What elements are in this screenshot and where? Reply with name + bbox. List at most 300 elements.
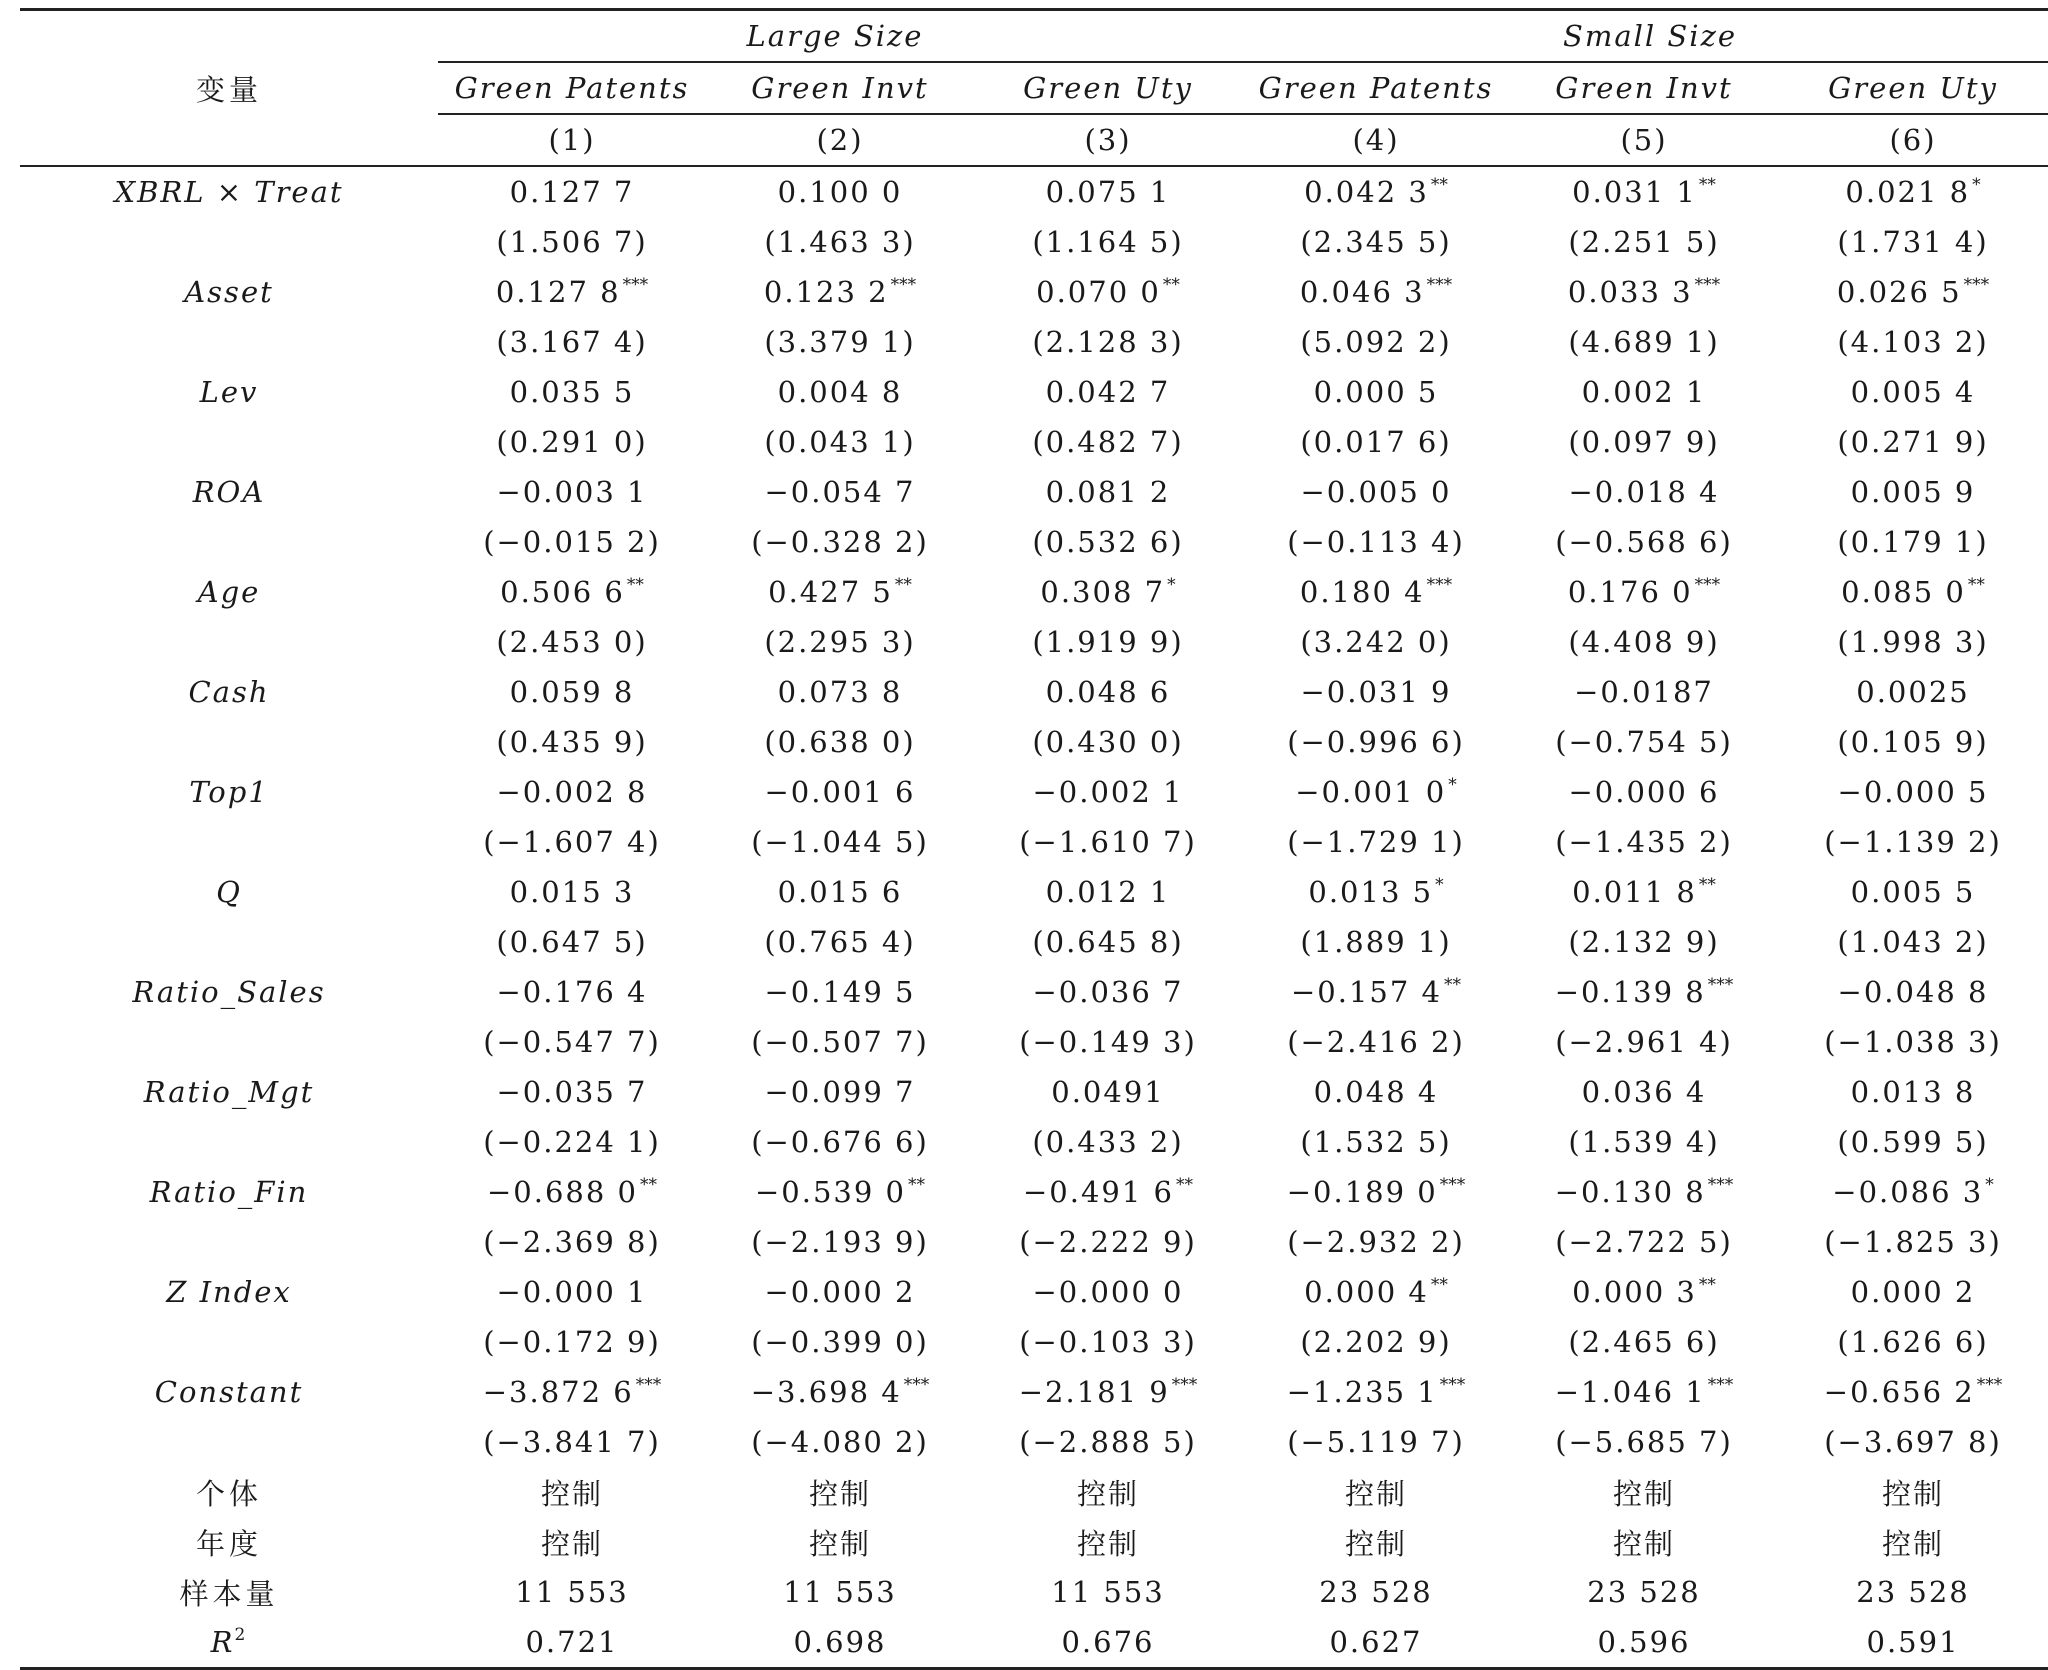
coefficient-cell <box>1778 1067 2048 1117</box>
t-stat-cell: (4.689 1) <box>1568 325 1720 359</box>
column-number: (6) <box>1778 115 2048 167</box>
coefficient-cell <box>438 867 706 917</box>
t-stat-cell: (0.430 0) <box>1032 725 1184 759</box>
control-value: 控制 <box>808 1476 871 1511</box>
t-stat-cell: (1.998 3) <box>1837 625 1989 659</box>
t-stat-cell: (−1.044 5) <box>751 825 929 859</box>
column-header: Green Uty <box>974 63 1242 115</box>
coefficient-cell <box>706 767 974 817</box>
coefficient-cell <box>974 367 1242 417</box>
coefficient-value: −0.002 8 <box>496 775 648 809</box>
t-stat-row <box>20 817 2048 867</box>
t-stat-cell: (0.097 9) <box>1568 425 1720 459</box>
t-stat-row <box>20 1017 2048 1067</box>
t-stat-cell: (3.167 4) <box>496 325 648 359</box>
coefficient-value: −0.099 7 <box>764 1075 916 1109</box>
coefficient-cell <box>1778 367 2048 417</box>
coefficient-value: 0.427 5 <box>768 575 893 609</box>
significance-stars: ** <box>626 575 644 595</box>
significance-stars: *** <box>1976 1375 2003 1395</box>
t-stat-cell: (−2.222 9) <box>1019 1225 1197 1259</box>
t-stat-cell: (1.164 5) <box>1032 225 1184 259</box>
t-stat-cell: (−0.676 6) <box>751 1125 929 1159</box>
t-stat-row <box>20 417 2048 467</box>
coefficient-cell <box>1242 467 1510 517</box>
significance-stars: ** <box>1698 875 1716 895</box>
coefficient-value: 0.035 5 <box>509 375 635 409</box>
t-stat-cell: (−0.328 2) <box>751 525 929 559</box>
sample-size-value: 11 553 <box>515 1575 629 1609</box>
control-value: 控制 <box>808 1526 871 1561</box>
coefficient-cell <box>1778 667 2048 717</box>
t-stat-cell: (1.731 4) <box>1837 225 1989 259</box>
t-stat-cell: (2.251 5) <box>1568 225 1720 259</box>
coefficient-cell <box>974 1167 1242 1217</box>
coefficient-cell <box>1778 1267 2048 1317</box>
coefficient-value: 0.127 7 <box>509 175 635 209</box>
coefficient-value: 0.011 8 <box>1572 875 1697 909</box>
t-stat-cell: (1.506 7) <box>496 225 648 259</box>
t-stat-cell: (4.408 9) <box>1568 625 1720 659</box>
t-stat-cell: (−0.172 9) <box>483 1325 661 1359</box>
coefficient-cell <box>706 1267 974 1317</box>
coefficient-value: −0.491 6 <box>1023 1175 1174 1209</box>
t-stat-cell: (3.379 1) <box>764 325 916 359</box>
coefficient-value: 0.005 9 <box>1850 475 1976 509</box>
t-stat-row <box>20 517 2048 567</box>
coefficient-value: −0.001 6 <box>764 775 916 809</box>
coefficient-row <box>20 1067 2048 1117</box>
coefficient-value: 0.000 3 <box>1572 1275 1697 1309</box>
t-stat-cell: (−1.038 3) <box>1824 1025 2002 1059</box>
coefficient-value: −0.149 5 <box>764 975 916 1009</box>
coefficient-value: −0.139 8 <box>1554 975 1706 1009</box>
variable-name: Asset <box>184 275 274 309</box>
coefficient-cell <box>1242 767 1510 817</box>
coefficient-cell <box>1510 567 1778 617</box>
coefficient-value: −0.036 7 <box>1032 975 1184 1009</box>
coefficient-value: 0.000 5 <box>1313 375 1439 409</box>
coefficient-cell <box>1242 567 1510 617</box>
t-stat-row <box>20 617 2048 667</box>
coefficient-value: 0.036 4 <box>1581 1075 1707 1109</box>
t-stat-cell: (−2.961 4) <box>1555 1025 1733 1059</box>
coefficient-cell <box>974 967 1242 1017</box>
coefficient-cell <box>438 767 706 817</box>
r-squared-value: 0.698 <box>706 1617 974 1670</box>
r-squared-value: 0.591 <box>1778 1617 2048 1670</box>
significance-stars: *** <box>1963 275 1990 295</box>
coefficient-value: −0.018 4 <box>1568 475 1720 509</box>
coefficient-row <box>20 167 2048 217</box>
t-stat-cell: (−3.697 8) <box>1824 1425 2002 1459</box>
coefficient-cell <box>1778 1367 2048 1417</box>
significance-stars: ** <box>894 575 912 595</box>
control-value: 控制 <box>1882 1526 1945 1561</box>
significance-stars: *** <box>622 275 649 295</box>
coefficient-cell <box>1510 1367 1778 1417</box>
coefficient-cell <box>1242 667 1510 717</box>
coefficient-value: 0.506 6 <box>500 575 625 609</box>
sample-size-value: 23 528 <box>1587 1575 1701 1609</box>
sample-size-value: 23 528 <box>1319 1575 1433 1609</box>
coefficient-value: −1.235 1 <box>1286 1375 1438 1409</box>
t-stat-cell: (5.092 2) <box>1300 325 1452 359</box>
r-squared-value: 0.721 <box>438 1617 706 1670</box>
variable-name: Q <box>216 875 242 909</box>
sample-size-label: 样本量 <box>179 1576 279 1611</box>
t-stat-cell: (0.599 5) <box>1837 1125 1989 1159</box>
coefficient-value: 0.081 2 <box>1045 475 1171 509</box>
coefficient-cell <box>1242 367 1510 417</box>
coefficient-cell <box>438 567 706 617</box>
coefficient-row <box>20 1167 2048 1217</box>
t-stat-cell: (0.647 5) <box>496 925 648 959</box>
control-value: 控制 <box>540 1476 603 1511</box>
coefficient-cell <box>1242 1067 1510 1117</box>
sample-size-value: 11 553 <box>1051 1575 1165 1609</box>
t-stat-cell: (1.043 2) <box>1837 925 1989 959</box>
coefficient-cell <box>1242 1367 1510 1417</box>
empty-cell <box>20 917 438 967</box>
coefficient-value: 0.075 1 <box>1045 175 1171 209</box>
coefficient-cell <box>706 1067 974 1117</box>
column-header: Green Uty <box>1778 63 2048 115</box>
significance-stars: *** <box>1439 1175 1466 1195</box>
coefficient-value: 0.042 7 <box>1045 375 1171 409</box>
coefficient-cell <box>438 1367 706 1417</box>
t-stat-cell: (0.291 0) <box>496 425 648 459</box>
t-stat-cell: (−0.103 3) <box>1019 1325 1197 1359</box>
t-stat-cell: (1.889 1) <box>1300 925 1452 959</box>
coefficient-cell <box>438 367 706 417</box>
significance-stars: ** <box>1967 575 1985 595</box>
t-stat-cell: (−3.841 7) <box>483 1425 661 1459</box>
t-stat-cell: (0.532 6) <box>1032 525 1184 559</box>
coefficient-value: −2.181 9 <box>1018 1375 1170 1409</box>
coefficient-cell <box>438 167 706 217</box>
significance-stars: ** <box>1444 975 1461 995</box>
significance-stars: ** <box>1698 175 1716 195</box>
coefficient-cell <box>1510 467 1778 517</box>
t-stat-row <box>20 217 2048 267</box>
control-value: 控制 <box>1612 1526 1675 1561</box>
t-stat-cell: (−4.080 2) <box>751 1425 929 1459</box>
variable-name: Constant <box>154 1375 304 1409</box>
coefficient-cell <box>1510 1167 1778 1217</box>
coefficient-value: 0.013 5 <box>1308 875 1434 909</box>
coefficient-value: −0.176 4 <box>496 975 648 1009</box>
significance-stars: *** <box>1707 1375 1734 1395</box>
t-stat-cell: (−0.224 1) <box>483 1125 661 1159</box>
coefficient-cell <box>706 467 974 517</box>
coefficient-cell <box>706 1367 974 1417</box>
coefficient-cell <box>706 967 974 1017</box>
coefficient-cell <box>974 667 1242 717</box>
coefficient-value: −0.000 5 <box>1837 775 1989 809</box>
significance-stars: ** <box>640 1175 657 1195</box>
significance-stars: *** <box>1707 975 1734 995</box>
t-stat-cell: (2.295 3) <box>764 625 916 659</box>
sample-size-value: 11 553 <box>783 1575 897 1609</box>
coefficient-cell <box>438 667 706 717</box>
t-stat-cell: (−0.149 3) <box>1019 1025 1197 1059</box>
coefficient-value: −0.000 1 <box>496 1275 648 1309</box>
column-header: Green Patents <box>1242 63 1510 115</box>
coefficient-cell <box>438 1267 706 1317</box>
empty-cell <box>20 1017 438 1067</box>
coefficient-value: −0.189 0 <box>1286 1175 1438 1209</box>
coefficient-value: −0.130 8 <box>1554 1175 1706 1209</box>
coefficient-cell <box>438 1167 706 1217</box>
column-number: (1) <box>438 115 706 167</box>
significance-stars: *** <box>890 275 917 295</box>
coefficient-value: 0.0491 <box>1051 1075 1165 1109</box>
table-body <box>20 167 2048 1670</box>
coefficient-cell <box>706 667 974 717</box>
coefficient-cell <box>1778 767 2048 817</box>
t-stat-row <box>20 1417 2048 1467</box>
coefficient-cell <box>1510 967 1778 1017</box>
coefficient-value: −0.157 4 <box>1291 975 1442 1009</box>
r-squared-value: 0.596 <box>1510 1617 1778 1670</box>
t-stat-cell: (2.128 3) <box>1032 325 1184 359</box>
variable-name: Ratio_Sales <box>132 975 326 1009</box>
coefficient-value: 0.005 5 <box>1850 875 1976 909</box>
control-value: 控制 <box>540 1526 603 1561</box>
coefficient-cell <box>974 467 1242 517</box>
variable-name: Z Index <box>166 1275 292 1309</box>
coefficient-cell <box>1778 267 2048 317</box>
t-stat-cell: (2.202 9) <box>1300 1325 1452 1359</box>
significance-stars: * <box>1448 775 1457 795</box>
control-value: 控制 <box>1076 1526 1139 1561</box>
significance-stars: * <box>1435 875 1444 895</box>
significance-stars: *** <box>635 1375 662 1395</box>
t-stat-cell: (−2.369 8) <box>483 1225 661 1259</box>
coefficient-cell <box>1510 167 1778 217</box>
control-value: 控制 <box>1344 1476 1407 1511</box>
coefficient-cell <box>1242 867 1510 917</box>
t-stat-cell: (0.271 9) <box>1837 425 1989 459</box>
t-stat-cell: (2.465 6) <box>1568 1325 1720 1359</box>
control-row <box>20 1517 2048 1567</box>
t-stat-cell: (−1.729 1) <box>1287 825 1465 859</box>
coefficient-row <box>20 1267 2048 1317</box>
t-stat-cell: (−2.932 2) <box>1287 1225 1465 1259</box>
significance-stars: *** <box>1439 1375 1466 1395</box>
coefficient-cell <box>974 567 1242 617</box>
t-stat-cell: (3.242 0) <box>1300 625 1452 659</box>
column-header: Green Invt <box>706 63 974 115</box>
variable-name: Cash <box>188 675 270 709</box>
coefficient-value: −0.000 2 <box>764 1275 916 1309</box>
coefficient-cell <box>1242 167 1510 217</box>
empty-cell <box>20 817 438 867</box>
control-label: 年度 <box>195 1526 262 1561</box>
coefficient-value: 0.127 8 <box>495 275 621 309</box>
coefficient-value: 0.015 3 <box>509 875 635 909</box>
significance-stars: * <box>1985 1175 1994 1195</box>
variable-name: Lev <box>199 375 259 409</box>
t-stat-cell: (1.626 6) <box>1837 1325 1989 1359</box>
coefficient-value: −0.003 1 <box>496 475 648 509</box>
t-stat-cell: (0.017 6) <box>1300 425 1452 459</box>
t-stat-cell: (−5.119 7) <box>1287 1425 1465 1459</box>
t-stat-row <box>20 917 2048 967</box>
coefficient-cell <box>706 567 974 617</box>
significance-stars: * <box>1972 175 1981 195</box>
r-squared-row <box>20 1617 2048 1670</box>
r-squared-label: R <box>210 1625 235 1659</box>
t-stat-cell: (0.482 7) <box>1032 425 1184 459</box>
variable-name: Ratio_Mgt <box>143 1075 315 1109</box>
coefficient-cell <box>1778 567 2048 617</box>
t-stat-cell: (0.179 1) <box>1837 525 1989 559</box>
t-stat-cell: (−0.996 6) <box>1287 725 1465 759</box>
coefficient-cell <box>1510 1267 1778 1317</box>
t-stat-cell: (0.638 0) <box>764 725 916 759</box>
coefficient-value: 0.123 2 <box>763 275 889 309</box>
coefficient-value: −0.656 2 <box>1823 1375 1975 1409</box>
coefficient-value: 0.176 0 <box>1567 575 1693 609</box>
coefficient-value: 0.005 4 <box>1850 375 1976 409</box>
coefficient-cell <box>1778 1167 2048 1217</box>
variable-name: ROA <box>192 475 266 509</box>
coefficient-row <box>20 667 2048 717</box>
coefficient-cell <box>1778 467 2048 517</box>
t-stat-row <box>20 317 2048 367</box>
control-value: 控制 <box>1344 1526 1407 1561</box>
coefficient-value: 0.308 7 <box>1040 575 1166 609</box>
t-stat-cell: (0.105 9) <box>1837 725 1989 759</box>
t-stat-cell: (−1.610 7) <box>1019 825 1197 859</box>
regression-table-container <box>20 8 2048 1670</box>
coefficient-value: 0.048 4 <box>1313 1075 1439 1109</box>
t-stat-cell: (1.532 5) <box>1300 1125 1452 1159</box>
coefficient-cell <box>706 1167 974 1217</box>
coefficient-cell <box>1778 867 2048 917</box>
coefficient-cell <box>706 867 974 917</box>
coefficient-row <box>20 967 2048 1017</box>
control-value: 控制 <box>1612 1476 1675 1511</box>
coefficient-cell <box>974 1067 1242 1117</box>
t-stat-cell: (−2.193 9) <box>751 1225 929 1259</box>
r-squared-label-cell <box>20 1617 438 1670</box>
t-stat-cell: (−1.825 3) <box>1824 1225 2002 1259</box>
r-squared-value: 0.676 <box>974 1617 1242 1670</box>
sample-size-value: 23 528 <box>1856 1575 1970 1609</box>
column-number: (2) <box>706 115 974 167</box>
empty-cell <box>20 317 438 367</box>
coefficient-value: −3.698 4 <box>750 1375 902 1409</box>
t-stat-cell: (−5.685 7) <box>1555 1425 1733 1459</box>
coefficient-cell <box>706 167 974 217</box>
control-label: 个体 <box>195 1476 262 1511</box>
coefficient-value: −0.539 0 <box>755 1175 906 1209</box>
coefficient-value: 0.015 6 <box>777 875 903 909</box>
t-stat-cell: (1.463 3) <box>764 225 916 259</box>
t-stat-cell: (−0.547 7) <box>483 1025 661 1059</box>
coefficient-row <box>20 567 2048 617</box>
column-header: Green Invt <box>1510 63 1778 115</box>
coefficient-cell <box>1242 1167 1510 1217</box>
t-stat-cell: (−0.568 6) <box>1555 525 1733 559</box>
header-group-row <box>20 8 2048 63</box>
coefficient-value: −0.054 7 <box>764 475 916 509</box>
coefficient-value: 0.013 8 <box>1850 1075 1976 1109</box>
group-header-large: Large Size <box>438 8 1242 63</box>
coefficient-cell <box>438 267 706 317</box>
coefficient-cell <box>1510 667 1778 717</box>
coefficient-value: −0.002 1 <box>1032 775 1184 809</box>
significance-stars: *** <box>903 1375 930 1395</box>
control-value: 控制 <box>1882 1476 1945 1511</box>
coefficient-value: −0.001 0 <box>1295 775 1447 809</box>
empty-cell <box>20 717 438 767</box>
t-stat-cell: (−2.416 2) <box>1287 1025 1465 1059</box>
regression-table <box>20 8 2048 1670</box>
t-stat-cell: (0.433 2) <box>1032 1125 1184 1159</box>
coefficient-value: 0.012 1 <box>1045 875 1171 909</box>
coefficient-value: −3.872 6 <box>482 1375 634 1409</box>
coefficient-cell <box>438 1067 706 1117</box>
t-stat-cell: (0.435 9) <box>496 725 648 759</box>
coefficient-cell <box>1242 267 1510 317</box>
t-stat-cell: (−0.399 0) <box>751 1325 929 1359</box>
t-stat-cell: (1.919 9) <box>1032 625 1184 659</box>
coefficient-cell <box>974 167 1242 217</box>
significance-stars: *** <box>1694 275 1721 295</box>
coefficient-value: 0.004 8 <box>777 375 903 409</box>
t-stat-row <box>20 1117 2048 1167</box>
t-stat-cell: (−1.139 2) <box>1824 825 2002 859</box>
coefficient-value: −0.086 3 <box>1832 1175 1984 1209</box>
significance-stars: * <box>1167 575 1176 595</box>
coefficient-value: −0.000 0 <box>1032 1275 1184 1309</box>
t-stat-row <box>20 717 2048 767</box>
t-stat-cell: (2.453 0) <box>496 625 648 659</box>
significance-stars: *** <box>1426 275 1453 295</box>
coefficient-value: 0.085 0 <box>1841 575 1966 609</box>
coefficient-cell <box>1778 967 2048 1017</box>
coefficient-cell <box>1242 967 1510 1017</box>
column-number: (4) <box>1242 115 1510 167</box>
t-stat-cell: (−2.888 5) <box>1019 1425 1197 1459</box>
coefficient-value: 0.180 4 <box>1299 575 1425 609</box>
column-number: (5) <box>1510 115 1778 167</box>
coefficient-value: −0.688 0 <box>487 1175 638 1209</box>
empty-cell <box>20 1217 438 1267</box>
significance-stars: ** <box>1430 1275 1448 1295</box>
coefficient-value: −0.005 0 <box>1300 475 1452 509</box>
coefficient-cell <box>1242 1267 1510 1317</box>
t-stat-cell: (0.645 8) <box>1032 925 1184 959</box>
group-header-small: Small Size <box>1242 8 2048 63</box>
coefficient-value: 0.0025 <box>1856 675 1970 709</box>
control-value: 控制 <box>1076 1476 1139 1511</box>
empty-cell <box>20 1317 438 1367</box>
coefficient-value: 0.000 2 <box>1850 1275 1976 1309</box>
coefficient-value: −0.000 6 <box>1568 775 1720 809</box>
empty-cell <box>20 617 438 667</box>
t-stat-row <box>20 1317 2048 1367</box>
variable-header: 变量 <box>20 8 438 167</box>
coefficient-value: 0.059 8 <box>509 675 635 709</box>
coefficient-cell <box>1778 167 2048 217</box>
t-stat-cell: (−1.607 4) <box>483 825 661 859</box>
t-stat-cell: (1.539 4) <box>1568 1125 1720 1159</box>
